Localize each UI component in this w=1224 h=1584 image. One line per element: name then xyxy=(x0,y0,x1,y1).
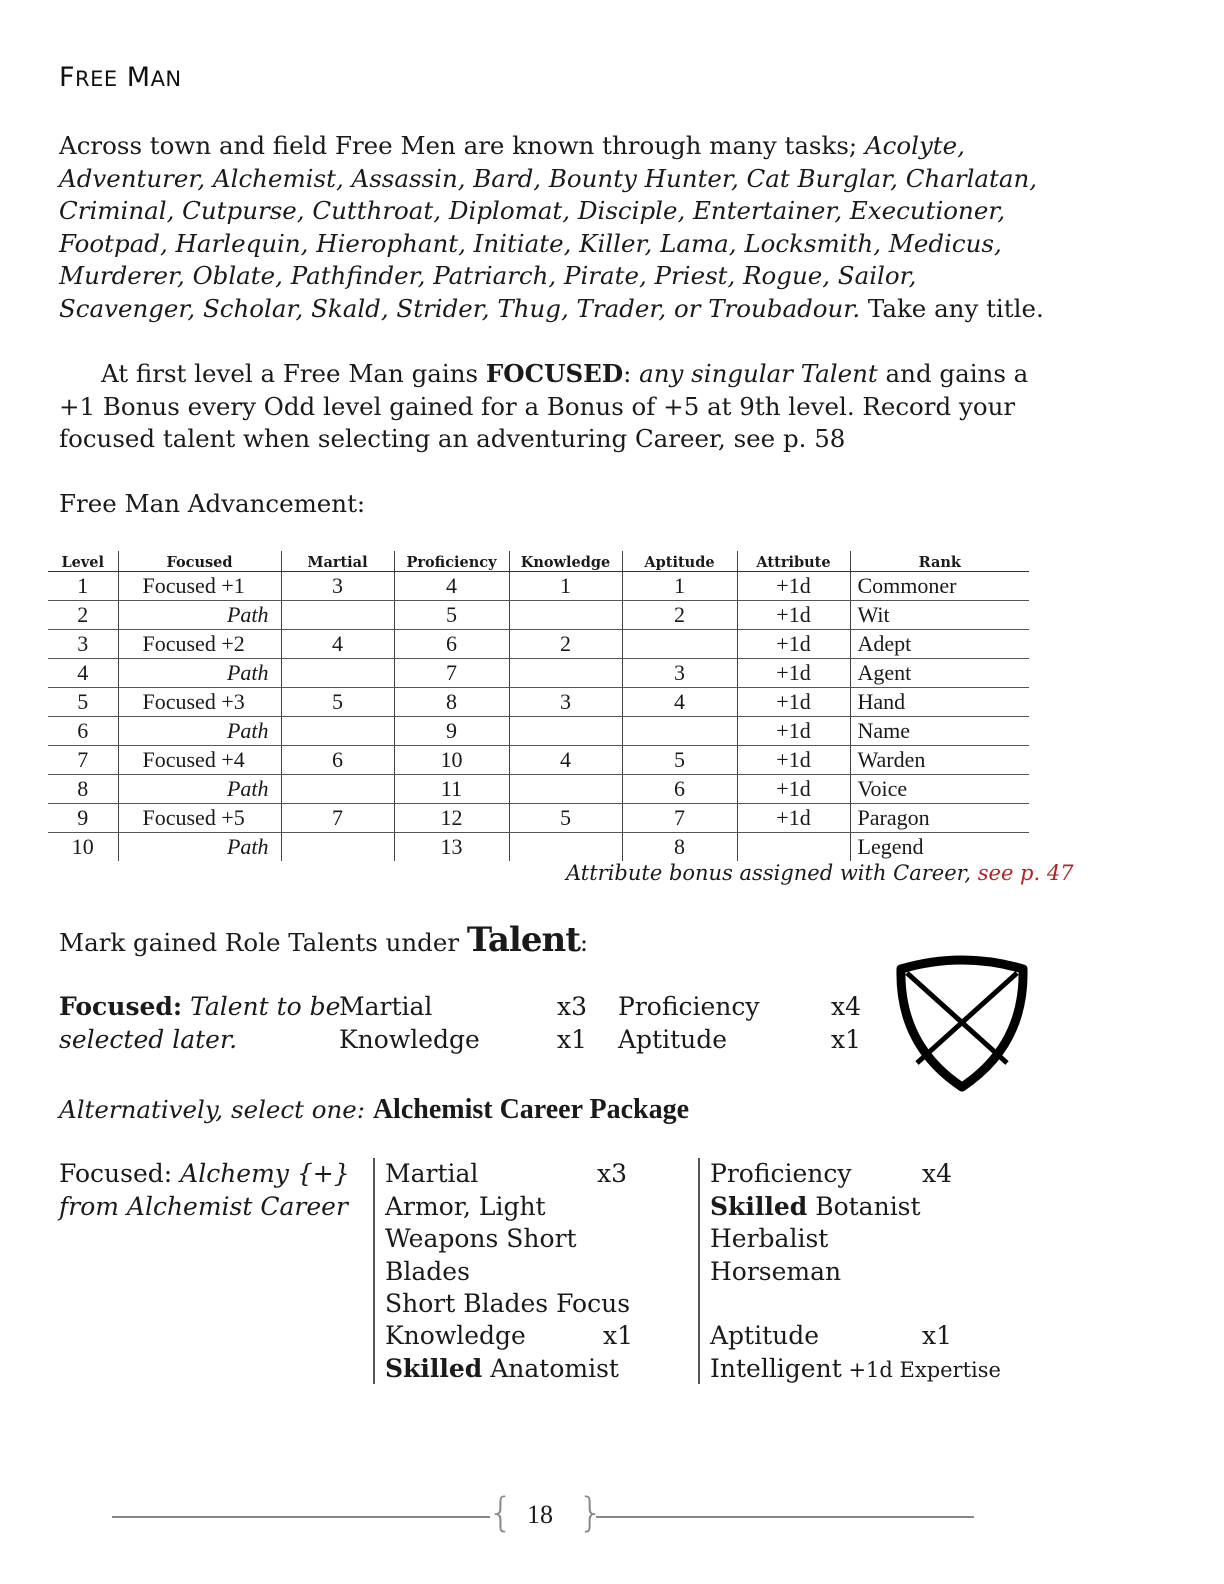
cell-attribute: +1d xyxy=(737,746,850,775)
cell-rank: Hand xyxy=(850,688,1029,717)
cell-aptitude xyxy=(622,717,737,746)
intro-paragraph: Across town and field Free Men are known through many tasks; Acolyte, Adventurer, Alchemist, Assassin, Bard, Bounty Hunter, Cat Burglar, Charlatan, Criminal, Cutpurse, Cutthroat, Diplomat, Disciple, Entertainer, Executioner, Footpad, Harlequin, Hierophant, Initiate, Killer, Lama, Locksmith, Medicus, Murderer, Oblate, Pathfinder, Patriarch, Pirate, Priest, Rogue, Sailor, Scavenger, Scholar, Skald, Strider, Thug, Trader, or Troubadour. Take any title. xyxy=(59,131,1044,323)
cell-proficiency: 12 xyxy=(394,804,509,833)
table-header-row xyxy=(48,551,1029,572)
cell-martial xyxy=(281,659,394,688)
career-package-title: Alchemist Career Package xyxy=(372,1094,690,1125)
cell-focused: Path xyxy=(118,659,281,688)
header-martial: Martial xyxy=(281,551,394,572)
aptitude-label: Aptitude xyxy=(618,1025,728,1054)
advancement-label: Free Man Advancement: xyxy=(59,489,366,518)
cell-level: 4 xyxy=(48,659,118,688)
cell-focused: Path xyxy=(118,775,281,804)
table-row xyxy=(48,775,1029,804)
table-row xyxy=(48,746,1029,775)
cell-level: 3 xyxy=(48,630,118,659)
cell-knowledge: 5 xyxy=(509,804,622,833)
table-row xyxy=(48,833,1029,862)
header-knowledge: Knowledge xyxy=(509,551,622,572)
proficiency-label: Proficiency xyxy=(618,992,760,1021)
cell-rank: Wit xyxy=(850,601,1029,630)
header-level: Level xyxy=(48,551,118,572)
attribute-note: Attribute bonus assigned with Career, see p. 47 xyxy=(566,861,1074,885)
cell-level: 8 xyxy=(48,775,118,804)
cell-attribute: +1d xyxy=(737,804,850,833)
cell-knowledge xyxy=(509,659,622,688)
cell-attribute: +1d xyxy=(737,601,850,630)
cell-knowledge xyxy=(509,601,622,630)
package-proficiency: Proficiency x4 Skilled Botanist Herbalist Horseman xyxy=(710,1159,953,1286)
cell-aptitude xyxy=(622,630,737,659)
cell-martial: 3 xyxy=(281,572,394,601)
cell-rank: Paragon xyxy=(850,804,1029,833)
alternative-line: Alternatively, select one: Alchemist Career Package xyxy=(59,1094,690,1125)
crossed-shield-icon xyxy=(895,955,1029,1095)
cell-proficiency: 8 xyxy=(394,688,509,717)
role-talent-left-mults xyxy=(557,990,587,1056)
cell-rank: Commoner xyxy=(850,572,1029,601)
focused-role-talent: Focused: Talent to be selected later. xyxy=(59,992,341,1054)
footer-rule-right xyxy=(596,1516,974,1518)
cell-rank: Warden xyxy=(850,746,1029,775)
focused-paragraph: At first level a Free Man gains FOCUSED: any singular Talent and gains a +1 Bonus every Odd level gained for a Bonus of +5 at 9th level. Record your focused talent when selecting an adventuring Career, see p. 58 xyxy=(59,359,1029,453)
page-reference-link[interactable]: see p. 47 xyxy=(977,861,1074,885)
cell-martial: 7 xyxy=(281,804,394,833)
table-row xyxy=(48,572,1029,601)
cell-level: 10 xyxy=(71,834,94,859)
cell-martial xyxy=(281,717,394,746)
cell-aptitude: 5 xyxy=(622,746,737,775)
role-talent-left-labels xyxy=(339,990,480,1056)
cell-attribute: +1d xyxy=(737,630,850,659)
column-divider-2 xyxy=(698,1158,700,1384)
cell-attribute: +1d xyxy=(737,688,850,717)
cell-knowledge: 1 xyxy=(509,572,622,601)
cell-proficiency: 6 xyxy=(394,630,509,659)
table-row xyxy=(48,717,1029,746)
cell-focused: Focused +2 xyxy=(118,630,281,659)
cell-martial: 5 xyxy=(281,688,394,717)
right-brace-ornament: } xyxy=(578,1490,604,1536)
proficiency-mult: x4 xyxy=(831,992,862,1021)
left-brace-ornament: { xyxy=(488,1490,514,1536)
cell-focused: Focused +4 xyxy=(118,746,281,775)
cell-knowledge: 2 xyxy=(509,630,622,659)
page-number: 18 xyxy=(527,1500,553,1529)
package-knowledge: Knowledge x1 Skilled Anatomist xyxy=(385,1321,634,1383)
package-focused: Focused: Alchemy {+} from Alchemist Career xyxy=(59,1159,350,1221)
package-martial: Martial x3 Armor, Light Weapons Short Blades Short Blades Focus xyxy=(385,1159,631,1318)
cell-proficiency: 4 xyxy=(394,572,509,601)
header-attribute: Attribute xyxy=(737,551,850,572)
martial-mult: x3 xyxy=(557,992,588,1021)
header-aptitude: Aptitude xyxy=(622,551,737,572)
cell-attribute: +1d xyxy=(737,572,850,601)
footer-rule-left xyxy=(112,1516,490,1518)
package-aptitude: Aptitude x1 Intelligent +1d Expertise xyxy=(710,1321,1001,1383)
cell-knowledge xyxy=(509,775,622,804)
advancement-table xyxy=(48,551,1029,861)
cell-level: 2 xyxy=(48,601,118,630)
talent-heading-word: Talent xyxy=(466,920,580,960)
table-row xyxy=(48,601,1029,630)
header-proficiency: Proficiency xyxy=(394,551,509,572)
cell-attribute: +1d xyxy=(737,659,850,688)
cell-proficiency: 7 xyxy=(394,659,509,688)
cell-focused: Focused +3 xyxy=(118,688,281,717)
cell-attribute: +1d xyxy=(737,775,850,804)
table-row xyxy=(48,688,1029,717)
cell-proficiency: 10 xyxy=(394,746,509,775)
cell-aptitude: 4 xyxy=(622,688,737,717)
cell-knowledge xyxy=(509,717,622,746)
cell-proficiency: 9 xyxy=(394,717,509,746)
cell-knowledge: 3 xyxy=(509,688,622,717)
cell-level: 7 xyxy=(48,746,118,775)
cell-martial xyxy=(281,833,394,862)
cell-attribute: +1d xyxy=(737,717,850,746)
cell-proficiency: 13 xyxy=(394,833,509,862)
cell-level: 1 xyxy=(48,572,118,601)
knowledge-label: Knowledge xyxy=(339,1025,480,1054)
cell-aptitude: 1 xyxy=(622,572,737,601)
table-row xyxy=(48,659,1029,688)
cell-focused: Path xyxy=(118,833,281,862)
cell-rank: Voice xyxy=(850,775,1029,804)
cell-focused: Path xyxy=(118,601,281,630)
cell-martial xyxy=(281,601,394,630)
cell-level: 6 xyxy=(48,717,118,746)
cell-level: 5 xyxy=(48,688,118,717)
cell-aptitude: 7 xyxy=(622,804,737,833)
cell-aptitude: 3 xyxy=(622,659,737,688)
knowledge-mult: x1 xyxy=(557,1025,588,1054)
cell-knowledge xyxy=(509,833,622,862)
cell-proficiency: 11 xyxy=(394,775,509,804)
role-talent-right-mults xyxy=(831,990,861,1056)
header-rank: Rank xyxy=(850,551,1029,572)
cell-attribute xyxy=(737,833,850,862)
cell-focused: Focused +5 xyxy=(118,804,281,833)
role-talent-right-labels xyxy=(618,990,760,1056)
table-row xyxy=(48,630,1029,659)
cell-knowledge: 4 xyxy=(509,746,622,775)
cell-rank: Adept xyxy=(850,630,1029,659)
cell-rank: Legend xyxy=(850,833,1029,862)
cell-martial: 4 xyxy=(281,630,394,659)
aptitude-mult: x1 xyxy=(831,1025,862,1054)
mark-talents-line: Mark gained Role Talents under Talent: xyxy=(59,920,589,960)
cell-rank: Name xyxy=(850,717,1029,746)
cell-aptitude: 6 xyxy=(622,775,737,804)
cell-focused: Focused +1 xyxy=(118,572,281,601)
cell-aptitude: 8 xyxy=(622,833,737,862)
martial-label: Martial xyxy=(339,992,433,1021)
cell-focused: Path xyxy=(118,717,281,746)
header-focused: Focused xyxy=(118,551,281,572)
cell-rank: Agent xyxy=(850,659,1029,688)
cell-level: 9 xyxy=(48,804,118,833)
cell-martial: 6 xyxy=(281,746,394,775)
column-divider-1 xyxy=(373,1158,375,1384)
cell-proficiency: 5 xyxy=(394,601,509,630)
table-row xyxy=(48,804,1029,833)
cell-aptitude: 2 xyxy=(622,601,737,630)
cell-martial xyxy=(281,775,394,804)
page-title: FREE MAN xyxy=(59,62,182,93)
